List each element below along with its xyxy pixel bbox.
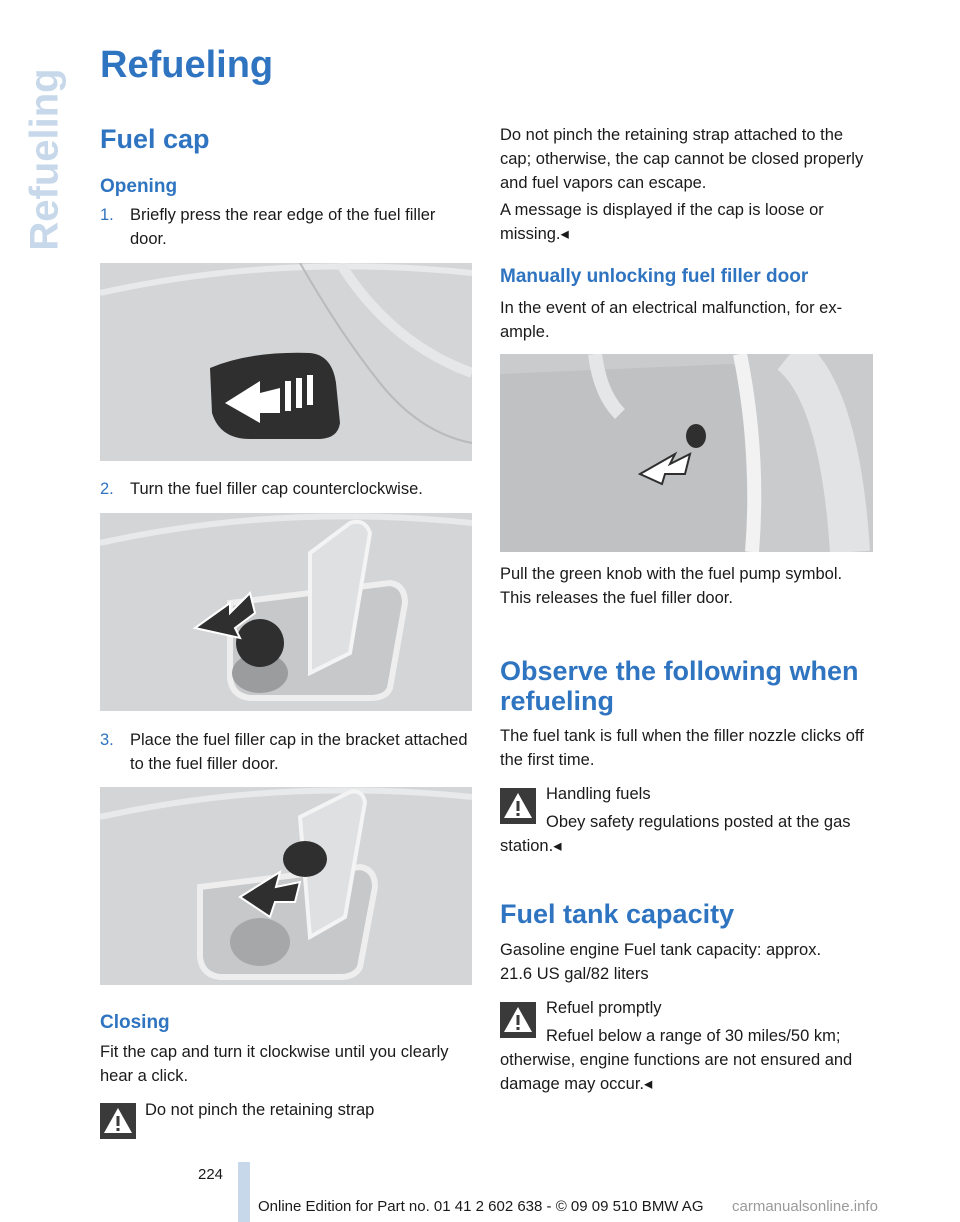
- watermark: carmanualsonline.info: [732, 1198, 878, 1215]
- cap-bracket-illustration: [100, 787, 472, 985]
- warning-strap-body: Do not pinch the retaining strap attached to the cap; otherwise, the cap cannot be closed properly and fuel vapors can escape.: [500, 126, 864, 192]
- step-2: [100, 477, 502, 501]
- step-3: [100, 728, 480, 776]
- turn-cap-illustration: [100, 513, 472, 711]
- closing-heading: Closing: [100, 1012, 170, 1033]
- observe-heading: Observe the following when refueling: [500, 656, 859, 716]
- handling-fuels-body-1: Obey safety regulations posted at the gas: [546, 813, 851, 831]
- step-1: [100, 203, 475, 251]
- step-3-number: 3.: [100, 731, 114, 749]
- manual-unlock-text: In the event of an electrical malfunction, for example.: [500, 299, 843, 341]
- refuel-promptly-title: Refuel promptly: [546, 999, 662, 1017]
- footer-bar: [238, 1162, 250, 1222]
- step-2-number: 2.: [100, 480, 114, 498]
- step-3-text: Place the fuel filler cap in the bracket attached to the fuel filler door.: [130, 731, 468, 773]
- page-title: Refueling: [100, 44, 274, 86]
- edition-text: Online Edition for Part no. 01 41 2 602 638 - © 09 09 510 BMW AG: [258, 1198, 704, 1215]
- fuel-door-press-illustration: [100, 263, 472, 461]
- capacity-text: Gasoline engine Fuel tank capacity: approx. 21.6 US gal/82 liters: [500, 941, 822, 983]
- fuel-cap-heading: Fuel cap: [100, 124, 210, 154]
- refuel-promptly-body-1: Refuel below a range of 30 miles/50 km;: [546, 1027, 841, 1045]
- step-1-number: 1.: [100, 206, 114, 224]
- refuel-promptly-body-2: otherwise, engine functions are not ensured and damage may occur.◂: [500, 1051, 853, 1093]
- closing-text: Fit the cap and turn it clockwise until you clearly hear a click.: [100, 1043, 449, 1085]
- warning-triangle-icon: [100, 1103, 136, 1139]
- opening-heading: Opening: [100, 176, 178, 197]
- step-2-text: Turn the fuel filler cap counterclockwise.: [130, 480, 423, 498]
- handling-fuels-title: Handling fuels: [546, 785, 651, 803]
- page-number: 224: [198, 1166, 224, 1183]
- green-knob-text: Pull the green knob with the fuel pump symbol. This releases the fuel filler door.: [500, 565, 843, 607]
- step-1-text: Briefly press the rear edge of the fuel filler door.: [130, 206, 436, 248]
- capacity-heading: Fuel tank capacity: [500, 899, 735, 929]
- warning-strap-title: Do not pinch the retaining strap: [145, 1101, 375, 1119]
- handling-fuels-body-2: station.◂: [500, 837, 562, 855]
- manual-unlock-heading: Manually unlocking fuel filler door: [500, 266, 809, 287]
- warning-triangle-icon: [500, 1002, 536, 1038]
- warning-triangle-icon: [500, 788, 536, 824]
- side-section-title: Refueling: [22, 67, 67, 251]
- manual-unlock-illustration: [500, 354, 873, 552]
- observe-text: The fuel tank is full when the filler nozzle clicks off the first time.: [500, 727, 864, 769]
- cap-message-text: A message is displayed if the cap is loose or missing.◂: [500, 201, 824, 243]
